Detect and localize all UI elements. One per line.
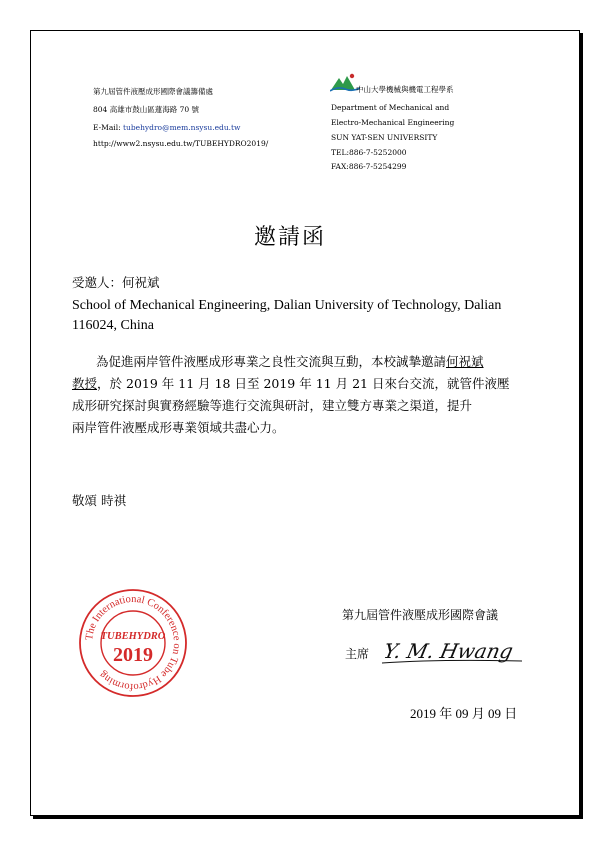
university-en-name: SUN YAT-SEN UNIVERSITY: [331, 133, 438, 142]
seal-center-text: TUBEHYDRO: [100, 631, 166, 642]
tel: TEL:886-7-5252000: [331, 148, 407, 157]
invitee-name: 何祝斌: [446, 354, 484, 369]
signature-date: 2019 年 09 月 09 日: [410, 706, 518, 721]
body-line-3: 成形研究探討與實務經驗等進行交流與研討，建立雙方專業之渠道，提升: [72, 398, 473, 413]
seal-ring-text: The International Conference on Tube Hydroforming: [84, 593, 183, 693]
signature-text: Y. M. Hwang: [381, 639, 516, 663]
svg-text:The International Conference o: [84, 594, 182, 692]
university-cn-name: 中山大學機械與機電工程學系: [356, 85, 454, 94]
email-label: E-Mail:: [93, 123, 121, 132]
body-line-1: [96, 351, 484, 372]
closing-salutation: 敬頌 時祺: [72, 493, 126, 508]
dept-line-1: Department of Mechanical and: [331, 103, 450, 112]
org-name: 第九屆管件液壓成形國際會議籌備處: [93, 87, 213, 96]
email-link[interactable]: tubehydro@mem.nsysu.edu.tw: [123, 123, 241, 132]
signature-role: 主席: [345, 647, 370, 661]
conference-seal-icon: [78, 588, 188, 698]
email-line: [93, 122, 240, 133]
invitee-label: 受邀人：何祝斌: [72, 275, 160, 290]
affiliation-line-1: School of Mechanical Engineering, Dalian University of Technology, Dalian: [72, 298, 502, 313]
org-address: 804 高雄市鼓山區蓮海路 70 號: [93, 105, 200, 114]
invitee-title: 教授: [72, 376, 98, 391]
website-link[interactable]: http://www2.nsysu.edu.tw/TUBEHYDRO2019/: [93, 139, 269, 148]
dept-line-2: Electro-Mechanical Engineering: [331, 118, 455, 127]
signature-org: 第九屆管件液壓成形國際會議: [342, 608, 499, 622]
fax: FAX:886-7-5254299: [331, 162, 407, 171]
body-line-2-text: ，於 2019 年 11 月 18 日至 2019 年 11 月 21 日來台交流，就管件液壓: [97, 376, 510, 391]
document-title: 邀請函: [254, 225, 327, 250]
body-line-1-text: 為促進兩岸管件液壓成形專業之良性交流與互動，本校誠摯邀請: [96, 354, 447, 369]
affiliation-line-2: 116024, China: [72, 318, 154, 333]
body-line-4: 兩岸管件液壓成形專業領域共盡心力。: [72, 420, 285, 435]
handwritten-signature: [380, 632, 530, 672]
body-line-2: [72, 373, 509, 394]
seal-year: 2019: [113, 644, 153, 666]
